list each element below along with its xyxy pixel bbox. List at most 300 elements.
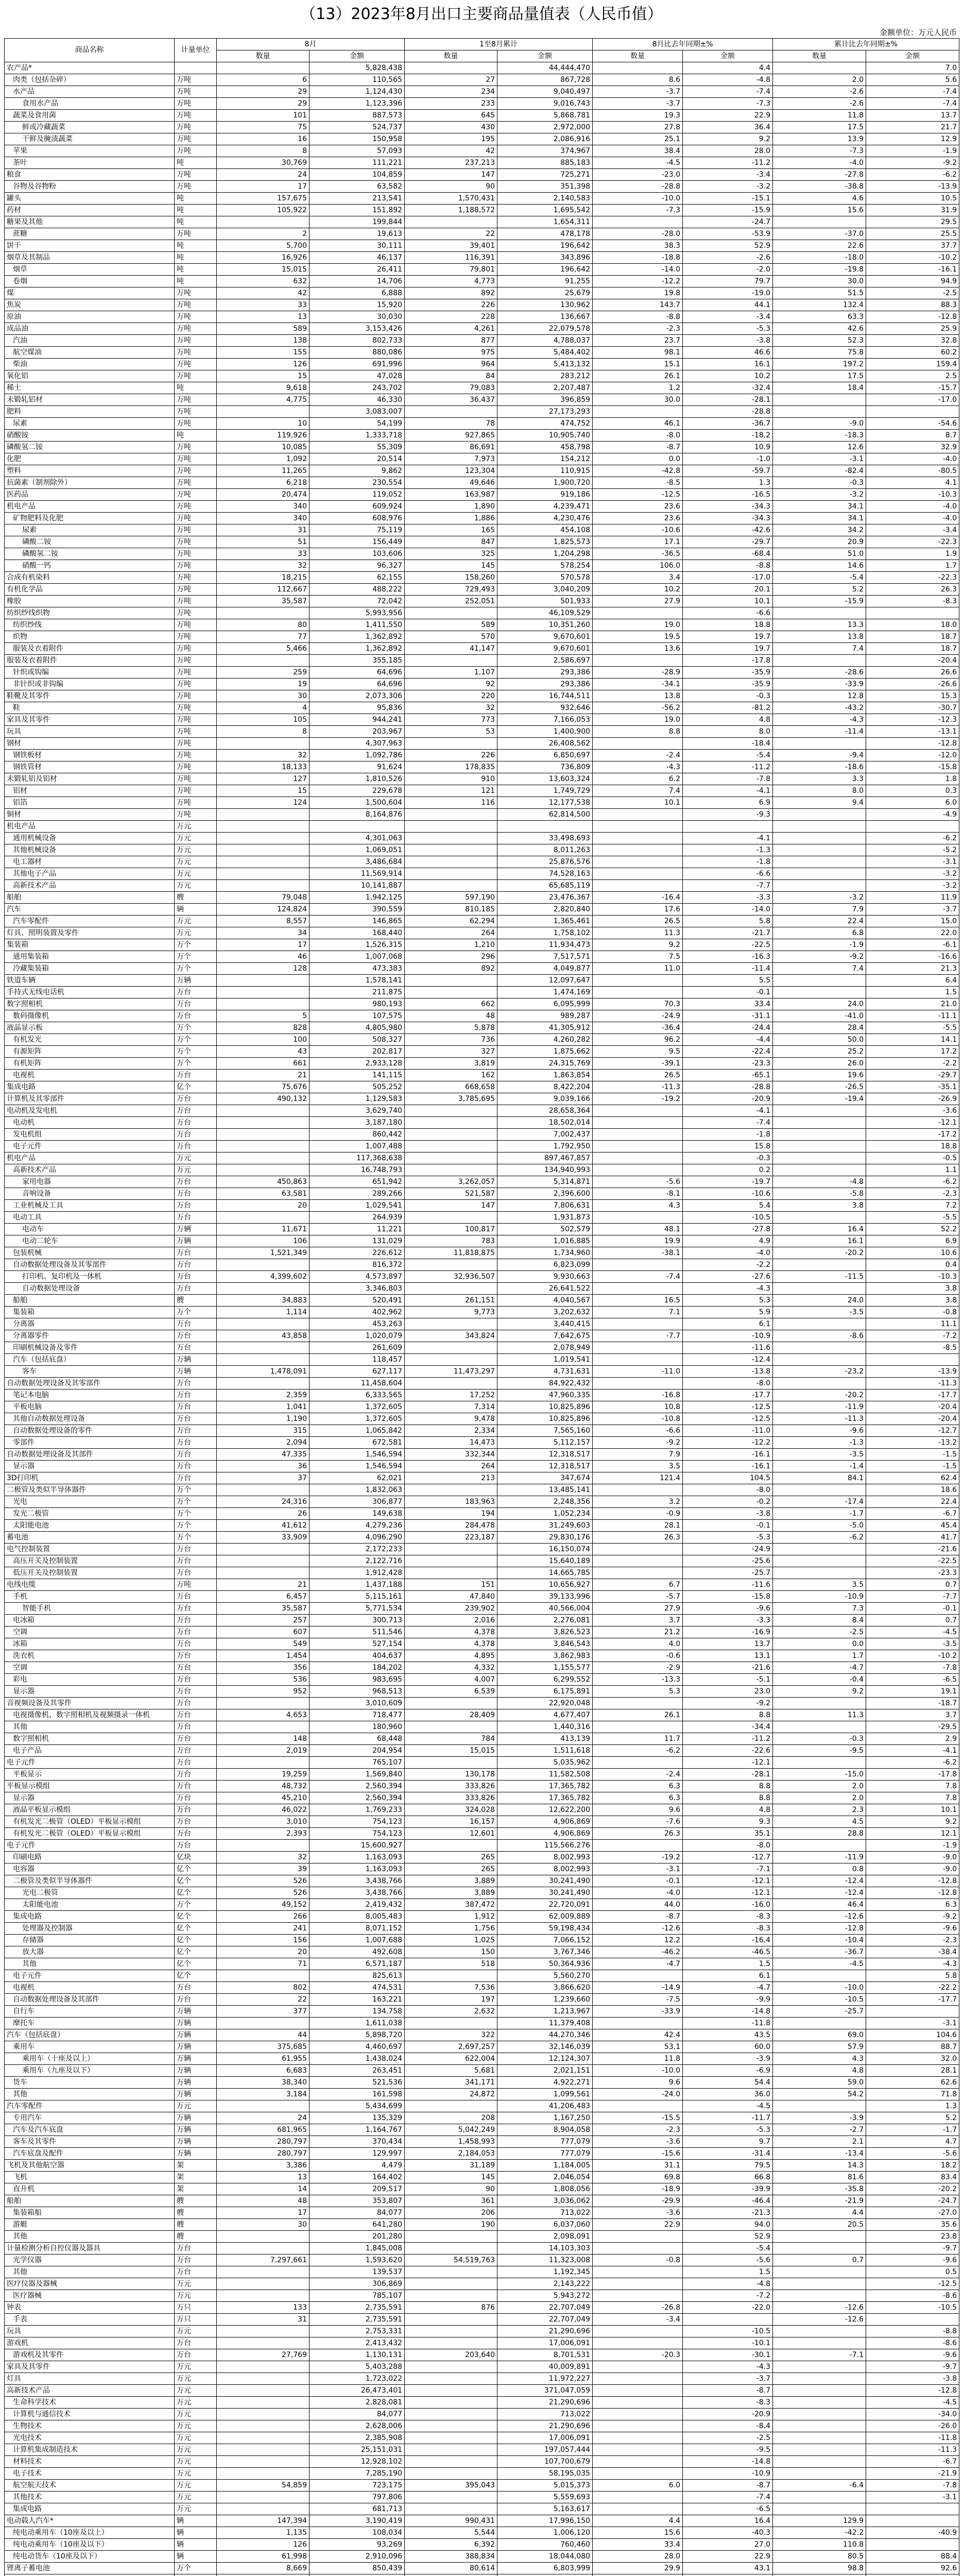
value-cell xyxy=(593,2018,683,2029)
commodity-name: 罐头 xyxy=(5,193,175,205)
value-cell: 474,531 xyxy=(309,1982,405,1994)
value-cell: 361 xyxy=(405,2195,497,2207)
table-row xyxy=(5,1674,959,1686)
value-cell: -9.7 xyxy=(866,2243,959,2255)
commodity-name: 有机发光二极管（OLED）平板显示模组 xyxy=(5,1816,175,1828)
value-cell xyxy=(773,2100,866,2112)
value-cell: -16.4 xyxy=(683,1935,773,1946)
value-cell: -6.6 xyxy=(683,607,773,619)
value-cell: -21.6 xyxy=(866,1544,959,1555)
table-row xyxy=(5,1342,959,1354)
value-cell: -9.0 xyxy=(773,418,866,430)
commodity-name: 船舶 xyxy=(5,2195,175,2207)
table-row xyxy=(5,2172,959,2183)
commodity-name: 有机矩阵 xyxy=(5,1058,175,1070)
unit-cell: 亿个 xyxy=(175,1946,217,1958)
value-cell: 43.5 xyxy=(683,2029,773,2041)
value-cell: -11.2 xyxy=(683,157,773,169)
value-cell: 877 xyxy=(405,335,497,347)
value-cell: 4.6 xyxy=(773,193,866,205)
table-row xyxy=(5,927,959,939)
commodity-name: 集成电路 xyxy=(5,1081,175,1093)
table-row xyxy=(5,1437,959,1449)
value-cell: 2,632 xyxy=(405,2006,497,2018)
value-cell: -11.0 xyxy=(593,1366,683,1378)
value-cell: 86,691 xyxy=(405,442,497,453)
value-cell: 6.1 xyxy=(683,1970,773,1982)
value-cell: -16.4 xyxy=(593,892,683,904)
value-cell xyxy=(405,975,497,987)
value-cell: -2.6 xyxy=(773,86,866,98)
value-cell: 74,528,163 xyxy=(497,868,593,880)
value-cell: -6.2 xyxy=(866,833,959,844)
value-cell: 48 xyxy=(217,2195,309,2207)
unit-cell: 万台 xyxy=(175,1188,217,1200)
table-row xyxy=(5,1389,959,1401)
value-cell: 2,413,432 xyxy=(309,2337,405,2349)
value-cell xyxy=(217,1378,309,1389)
commodity-name: 集装箱船 xyxy=(5,2207,175,2219)
unit-cell: 万辆 xyxy=(175,1235,217,1247)
table-row xyxy=(5,1935,959,1946)
value-cell: 1,886 xyxy=(405,513,497,524)
value-cell: 322 xyxy=(405,2029,497,2041)
value-cell: 944,241 xyxy=(309,714,405,726)
value-cell xyxy=(405,2290,497,2302)
commodity-name: 计算机与通信技术 xyxy=(5,2409,175,2420)
value-cell: 12,601 xyxy=(405,1828,497,1840)
value-cell: -18.4 xyxy=(683,738,773,750)
value-cell: 1,092,786 xyxy=(309,750,405,761)
unit-cell: 辆 xyxy=(175,904,217,916)
value-cell xyxy=(405,2266,497,2278)
value-cell: 6.0 xyxy=(593,2480,683,2492)
commodity-name: 未锻轧铝材 xyxy=(5,394,175,406)
value-cell: 54,519,763 xyxy=(405,2255,497,2266)
value-cell xyxy=(405,1129,497,1141)
value-cell: -11.3 xyxy=(593,1081,683,1093)
value-cell: 35,587 xyxy=(217,596,309,607)
unit-cell: 万元 xyxy=(175,2385,217,2397)
value-cell: 473,383 xyxy=(309,963,405,975)
value-cell: 8.0 xyxy=(773,785,866,797)
value-cell: 33 xyxy=(217,548,309,560)
value-cell: 7.9 xyxy=(773,904,866,916)
value-cell: 31.1 xyxy=(593,2160,683,2172)
value-cell xyxy=(405,1484,497,1496)
commodity-name: 通用机械设备 xyxy=(5,833,175,844)
commodity-name: 医疗仪器及器械 xyxy=(5,2278,175,2290)
commodity-name: 自动数据处理设备及其部件 xyxy=(5,1994,175,2006)
value-cell xyxy=(593,2278,683,2290)
value-cell: 5,115,161 xyxy=(309,1591,405,1603)
value-cell: -2.6 xyxy=(683,252,773,264)
value-cell: 2,140,583 xyxy=(497,193,593,205)
value-cell xyxy=(773,1129,866,1141)
commodity-name: 机电产品 xyxy=(5,821,175,833)
value-cell xyxy=(405,2314,497,2326)
table-row xyxy=(5,382,959,394)
commodity-name: 高压开关及控制装置 xyxy=(5,1555,175,1567)
unit-cell: 吨 xyxy=(175,264,217,276)
value-cell: 1,188,572 xyxy=(405,205,497,216)
value-cell: 51.0 xyxy=(773,548,866,560)
value-cell: -6.5 xyxy=(683,2503,773,2515)
unit-cell: 万台 xyxy=(175,2255,217,2266)
commodity-name: 二极管及类似半导体器件 xyxy=(5,1484,175,1496)
value-cell: 2,933,128 xyxy=(309,1058,405,1070)
value-cell: 11,671 xyxy=(217,1224,309,1235)
value-cell xyxy=(405,607,497,619)
value-cell xyxy=(593,1283,683,1295)
value-cell xyxy=(593,2326,683,2337)
table-row xyxy=(5,122,959,133)
value-cell: 8.8 xyxy=(683,1781,773,1792)
table-row xyxy=(5,1591,959,1603)
value-cell xyxy=(593,2337,683,2349)
value-cell: -4.3 xyxy=(593,761,683,773)
value-cell: 107,700,679 xyxy=(497,2456,593,2468)
value-cell: 2 xyxy=(217,228,309,240)
value-cell: 3,083,007 xyxy=(309,406,405,418)
value-cell: 9.3 xyxy=(683,1816,773,1828)
value-cell: 33,498,693 xyxy=(497,833,593,844)
value-cell: 7.1 xyxy=(593,1307,683,1318)
value-cell: -2.3 xyxy=(593,323,683,335)
value-cell: 284,478 xyxy=(405,1520,497,1532)
commodity-name: 集成电路 xyxy=(5,2503,175,2515)
value-cell xyxy=(405,1555,497,1567)
commodity-name: 平板显示模组 xyxy=(5,1781,175,1792)
unit-cell: 万台 xyxy=(175,1650,217,1662)
table-body xyxy=(5,62,959,2576)
value-cell xyxy=(773,1212,866,1224)
table-row xyxy=(5,62,959,74)
value-cell xyxy=(593,2231,683,2243)
value-cell: 6,888 xyxy=(309,287,405,299)
value-cell: 289,266 xyxy=(309,1188,405,1200)
table-row xyxy=(5,193,959,205)
value-cell: 3,184 xyxy=(217,2089,309,2100)
value-cell xyxy=(593,844,683,856)
value-cell: 12,097,647 xyxy=(497,975,593,987)
table-row xyxy=(5,584,959,596)
table-row xyxy=(5,2420,959,2432)
commodity-name: 发光二极管 xyxy=(5,1508,175,1520)
value-cell: 4,399,602 xyxy=(217,1271,309,1283)
value-cell: 10 xyxy=(217,418,309,430)
value-cell: -34.3 xyxy=(683,513,773,524)
value-cell: 80 xyxy=(217,619,309,631)
value-cell: 119,052 xyxy=(309,489,405,501)
value-cell: -17.0 xyxy=(683,572,773,584)
value-cell: 18,215 xyxy=(217,572,309,584)
value-cell: 26.1 xyxy=(593,1709,683,1721)
value-cell: 80.5 xyxy=(773,2551,866,2563)
commodity-name: 高新技术产品 xyxy=(5,2385,175,2397)
commodity-name: 谷物及谷物粉 xyxy=(5,181,175,193)
value-cell: 213 xyxy=(405,1472,497,1484)
value-cell: 4,301,063 xyxy=(309,833,405,844)
value-cell: -4.0 xyxy=(683,1247,773,1259)
value-cell: 1,069,051 xyxy=(309,844,405,856)
unit-cell: 万个 xyxy=(175,963,217,975)
value-cell: -15.7 xyxy=(866,382,959,394)
value-cell: 783 xyxy=(405,1235,497,1247)
value-cell xyxy=(593,1354,683,1366)
value-cell: 1,135 xyxy=(217,2527,309,2539)
value-cell: 20,514 xyxy=(309,453,405,465)
value-cell: 26 xyxy=(217,1508,309,1520)
value-cell: -10.1 xyxy=(683,2337,773,2349)
value-cell: -4.3 xyxy=(773,714,866,726)
value-cell xyxy=(309,821,405,833)
value-cell: -3.3 xyxy=(683,892,773,904)
unit-cell: 万台 xyxy=(175,1200,217,1212)
value-cell: 784 xyxy=(405,1733,497,1745)
commodity-name: 自动数据处理设备及其零部件 xyxy=(5,1259,175,1271)
value-cell: 16,157 xyxy=(405,1816,497,1828)
commodity-name: 抗菌素（制剂除外） xyxy=(5,477,175,489)
value-cell xyxy=(593,1212,683,1224)
value-cell: -31.4 xyxy=(683,2148,773,2160)
value-cell: 578,254 xyxy=(497,560,593,572)
table-row xyxy=(5,833,959,844)
commodity-name: 鲜或冷藏蔬菜 xyxy=(5,122,175,133)
value-cell: 1.8 xyxy=(866,773,959,785)
value-cell: 2,184,053 xyxy=(405,2148,497,2160)
value-cell: 632 xyxy=(217,276,309,287)
value-cell: -4.3 xyxy=(683,2361,773,2373)
value-cell: 20 xyxy=(217,1946,309,1958)
value-cell: 44,270,346 xyxy=(497,2029,593,2041)
value-cell: -8.6 xyxy=(773,1330,866,1342)
unit-cell: 万吨 xyxy=(175,750,217,761)
value-cell: -2.6 xyxy=(773,98,866,110)
value-cell: 1,593,620 xyxy=(309,2255,405,2266)
value-cell: -3.9 xyxy=(683,2053,773,2065)
commodity-name: 汽车（包括底盘） xyxy=(5,2029,175,2041)
value-cell: 33,909 xyxy=(217,1532,309,1544)
value-cell xyxy=(866,2503,959,2515)
unit-cell: 万元 xyxy=(175,2468,217,2480)
value-cell: 1,454 xyxy=(217,1650,309,1662)
value-cell: 810,185 xyxy=(405,904,497,916)
commodity-name: 塑料 xyxy=(5,465,175,477)
value-cell: -7.3 xyxy=(683,98,773,110)
unit-cell: 万元 xyxy=(175,821,217,833)
value-cell xyxy=(593,868,683,880)
value-cell: 645 xyxy=(405,110,497,122)
value-cell: 641,280 xyxy=(309,2219,405,2231)
value-cell: 52.3 xyxy=(773,335,866,347)
value-cell xyxy=(405,2385,497,2397)
value-cell: -46.2 xyxy=(593,1946,683,1958)
value-cell: 3,190,419 xyxy=(309,2515,405,2527)
value-cell: 23,476,367 xyxy=(497,892,593,904)
value-cell: 49,646 xyxy=(405,477,497,489)
value-cell: 4.7 xyxy=(866,2136,959,2148)
value-cell: 9.6 xyxy=(593,1804,683,1816)
value-cell: 4,906,869 xyxy=(497,1816,593,1828)
table-row xyxy=(5,1982,959,1994)
value-cell: -2.2 xyxy=(683,1259,773,1271)
value-cell: 15.0 xyxy=(866,916,959,927)
unit-cell: 万个 xyxy=(175,1899,217,1911)
value-cell: 9,670,601 xyxy=(497,631,593,643)
value-cell: 88.4 xyxy=(866,2551,959,2563)
value-cell: 3.8 xyxy=(773,1200,866,1212)
value-cell: 802,733 xyxy=(309,335,405,347)
value-cell: 4,773 xyxy=(405,276,497,287)
value-cell: 777,079 xyxy=(497,2148,593,2160)
value-cell: 3,889 xyxy=(405,1875,497,1887)
unit-cell: 万台 xyxy=(175,1342,217,1354)
value-cell: 2,122,716 xyxy=(309,1555,405,1567)
value-cell: 520,491 xyxy=(309,1295,405,1307)
value-cell: 208 xyxy=(405,2112,497,2124)
value-cell: 20,474 xyxy=(217,489,309,501)
header-amt: 金额 xyxy=(683,50,773,62)
value-cell: -3.7 xyxy=(683,2373,773,2385)
table-row xyxy=(5,465,959,477)
table-row xyxy=(5,2124,959,2136)
value-cell: -1.8 xyxy=(683,856,773,868)
value-cell: -5.4 xyxy=(683,2243,773,2255)
value-cell: 146,865 xyxy=(309,916,405,927)
value-cell: -8.1 xyxy=(593,1188,683,1200)
commodity-name: 计量检测分析自控仪器及器具 xyxy=(5,2243,175,2255)
commodity-name: 其他技术 xyxy=(5,2492,175,2503)
commodity-name: 磷酸氢二铵 xyxy=(5,548,175,560)
value-cell: 30,030 xyxy=(309,311,405,323)
commodity-name: 汽车（包括底盘） xyxy=(5,1354,175,1366)
value-cell: -31.1 xyxy=(683,1010,773,1022)
table-row xyxy=(5,2326,959,2337)
value-cell: -15.6 xyxy=(593,2148,683,2160)
value-cell: 127 xyxy=(217,773,309,785)
value-cell: 1.5 xyxy=(866,987,959,998)
value-cell: -22.3 xyxy=(866,536,959,548)
value-cell: 84,077 xyxy=(309,2409,405,2420)
value-cell: 98.8 xyxy=(773,2563,866,2574)
unit-cell: 万元 xyxy=(175,2278,217,2290)
value-cell: 40,009,891 xyxy=(497,2361,593,2373)
value-cell: 3,386 xyxy=(217,2160,309,2172)
table-row xyxy=(5,1852,959,1863)
value-cell: -15.8 xyxy=(683,1591,773,1603)
value-cell xyxy=(217,975,309,987)
value-cell xyxy=(773,2337,866,2349)
value-cell: 2,828,081 xyxy=(309,2397,405,2409)
value-cell: -18.0 xyxy=(773,252,866,264)
value-cell: -11.9 xyxy=(773,1852,866,1863)
value-cell: -4.3 xyxy=(683,1283,773,1295)
value-cell: -2.5 xyxy=(683,2432,773,2444)
value-cell: 11,323,008 xyxy=(497,2255,593,2266)
value-cell xyxy=(773,975,866,987)
unit-cell: 万台 xyxy=(175,1638,217,1650)
value-cell: 71 xyxy=(217,1958,309,1970)
value-cell: 4,731,631 xyxy=(497,1366,593,1378)
table-row xyxy=(5,892,959,904)
value-cell: -8.8 xyxy=(593,311,683,323)
table-row xyxy=(5,1283,959,1295)
value-cell: 143.7 xyxy=(593,299,683,311)
commodity-name: 鞋靴及其零件 xyxy=(5,690,175,702)
unit-cell: 万台 xyxy=(175,1567,217,1579)
value-cell: 797,806 xyxy=(309,2492,405,2503)
value-cell: 7,565,160 xyxy=(497,1425,593,1437)
value-cell xyxy=(217,1698,309,1709)
value-cell xyxy=(773,1567,866,1579)
unit-cell: 万台 xyxy=(175,1425,217,1437)
commodity-name: 数字照相机 xyxy=(5,1733,175,1745)
value-cell: 1,016,885 xyxy=(497,1235,593,1247)
value-cell: 27.8 xyxy=(593,122,683,133)
value-cell: -24.9 xyxy=(593,1010,683,1022)
value-cell xyxy=(773,1721,866,1733)
value-cell: 9,016,743 xyxy=(497,98,593,110)
value-cell: 128 xyxy=(217,963,309,975)
value-cell: 32 xyxy=(217,1852,309,1863)
value-cell: 44 xyxy=(217,2029,309,2041)
value-cell: 265 xyxy=(405,1852,497,1863)
value-cell: 41.7 xyxy=(866,1532,959,1544)
value-cell: -22.4 xyxy=(683,1046,773,1058)
value-cell: -11.4 xyxy=(683,963,773,975)
unit-cell: 万台 xyxy=(175,1176,217,1188)
value-cell: -8.3 xyxy=(683,2397,773,2409)
value-cell: 41,147 xyxy=(405,643,497,655)
value-cell: 88.7 xyxy=(866,2041,959,2053)
table-row xyxy=(5,1769,959,1781)
value-cell: 11,458,604 xyxy=(309,1378,405,1389)
table-row xyxy=(5,1496,959,1508)
value-cell: 3,819 xyxy=(405,1058,497,1070)
value-cell: 8 xyxy=(217,726,309,738)
value-cell: 15,015 xyxy=(405,1745,497,1757)
table-row xyxy=(5,335,959,347)
value-cell xyxy=(773,1354,866,1366)
unit-cell: 万台 xyxy=(175,1093,217,1105)
value-cell xyxy=(593,1164,683,1176)
commodity-name: 尿素 xyxy=(5,418,175,430)
value-cell: 28.1 xyxy=(866,2065,959,2077)
value-cell: -36.7 xyxy=(773,1946,866,1958)
unit-cell: 万吨 xyxy=(175,726,217,738)
value-cell: 28.8 xyxy=(773,1828,866,1840)
value-cell xyxy=(217,2420,309,2432)
value-cell: -5.4 xyxy=(773,572,866,584)
value-cell: 30 xyxy=(217,2219,309,2231)
commodity-name: 机电产品 xyxy=(5,501,175,513)
value-cell: 2.0 xyxy=(773,74,866,86)
value-cell: 103,606 xyxy=(309,548,405,560)
value-cell xyxy=(773,2397,866,2409)
commodity-name: 高新技术产品 xyxy=(5,880,175,892)
value-cell xyxy=(773,844,866,856)
value-cell: -12.1 xyxy=(866,1117,959,1129)
commodity-name: 硝酸一钙 xyxy=(5,560,175,572)
value-cell: 1,723,022 xyxy=(309,2373,405,2385)
value-cell: 919,186 xyxy=(497,489,593,501)
value-cell: -10.5 xyxy=(866,2302,959,2314)
value-cell: -17.8 xyxy=(683,655,773,667)
unit-cell: 万元 xyxy=(175,2444,217,2456)
value-cell: 10,825,896 xyxy=(497,1413,593,1425)
table-row xyxy=(5,2314,959,2326)
